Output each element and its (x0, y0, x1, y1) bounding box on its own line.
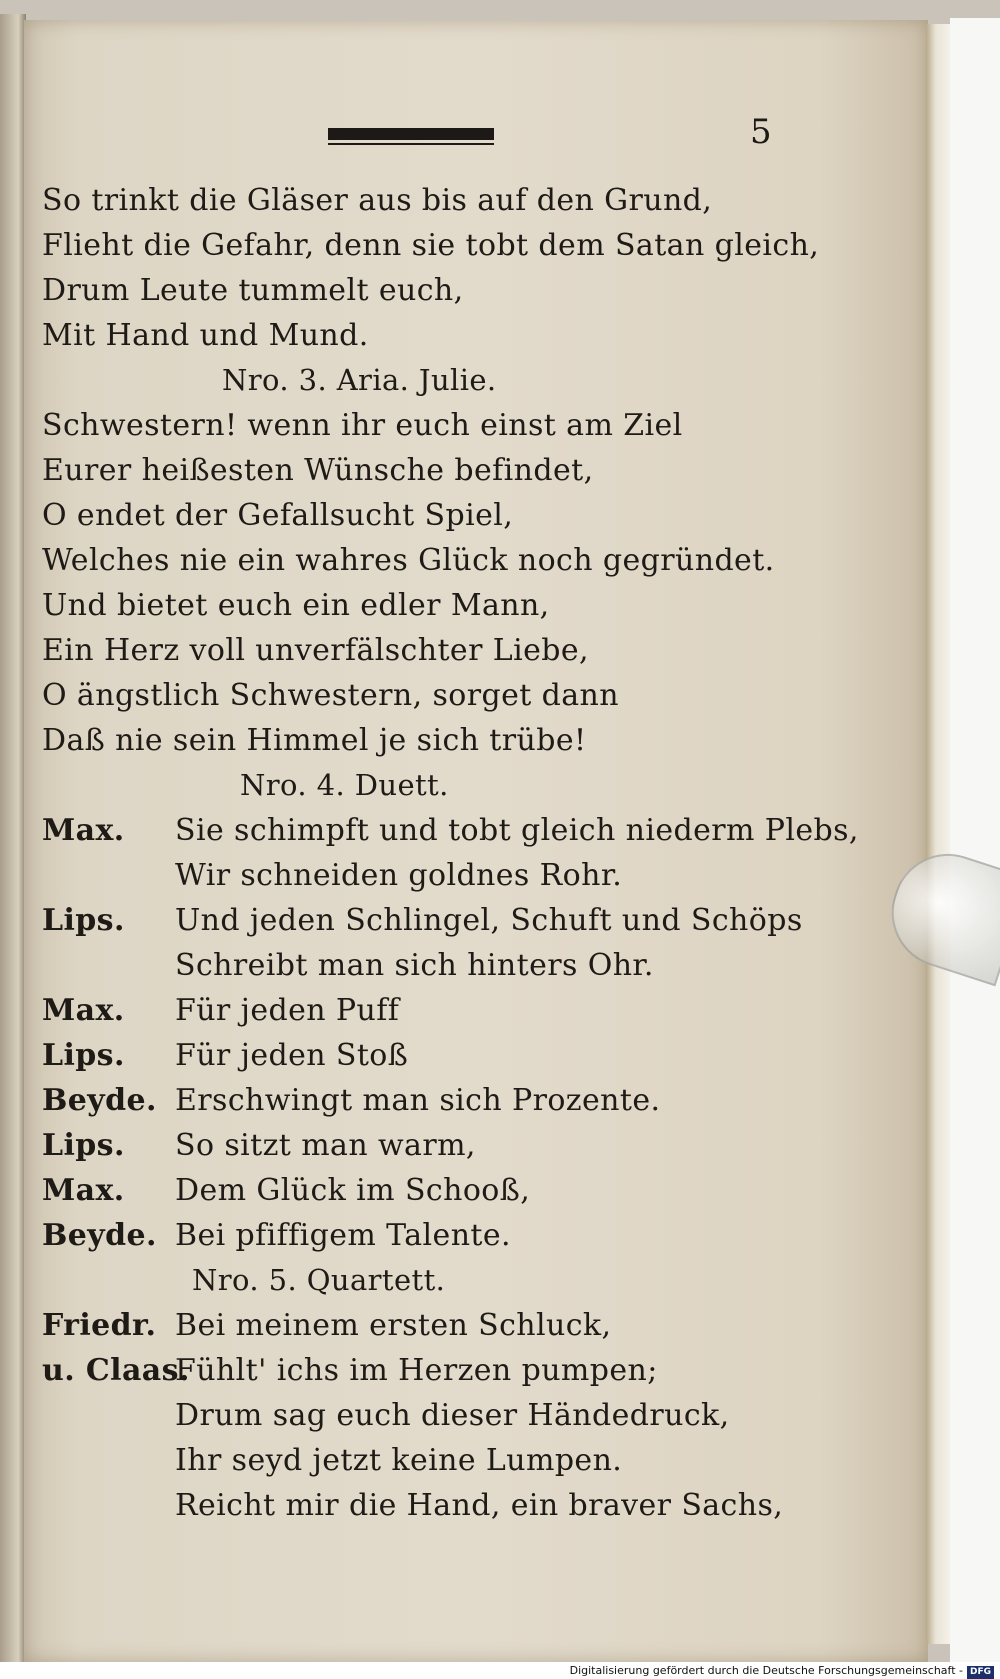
previous-page-edge (0, 14, 26, 1662)
scan-margin (950, 18, 1000, 1662)
dialogue-line (42, 1213, 902, 1258)
dialogue-text: Schreibt man sich hinters Ohr. (175, 948, 654, 983)
dfg-logo: DFG (967, 1666, 994, 1679)
speaker-name: Max. (42, 813, 125, 848)
dialogue-line (42, 1348, 902, 1393)
speaker-name: Friedr. (42, 1308, 157, 1343)
dialogue-text: Bei meinem ersten Schluck, (175, 1308, 612, 1343)
dialogue-text: Sie schimpft und tobt gleich niederm Plebs, (175, 813, 859, 848)
verse-line: Schwestern! wenn ihr euch einst am Ziel (42, 408, 683, 443)
dialogue-line (42, 808, 902, 853)
dialogue-line (42, 1483, 902, 1528)
header-rule (328, 128, 494, 140)
verse-line: Welches nie ein wahres Glück noch gegründet. (42, 543, 775, 578)
verse-line: Und bietet euch ein edler Mann, (42, 588, 550, 623)
quartett-heading: Nro. 5. Quartett. (192, 1263, 446, 1297)
dialogue-line (42, 898, 902, 943)
aria-heading: Nro. 3. Aria. Julie. (222, 363, 497, 397)
dialogue-line (42, 943, 902, 988)
speaker-name: Lips. (42, 903, 125, 938)
dialogue-line (42, 1123, 902, 1168)
dialogue-line (42, 1393, 902, 1438)
speaker-name: Beyde. (42, 1083, 157, 1118)
speaker-name: Lips. (42, 1128, 125, 1163)
dialogue-line (42, 1438, 902, 1483)
verse-line: O endet der Gefallsucht Spiel, (42, 498, 514, 533)
verse-line: O ängstlich Schwestern, sorget dann (42, 678, 619, 713)
verse-line: Ein Herz voll unverfälschter Liebe, (42, 633, 589, 668)
dialogue-line (42, 1303, 902, 1348)
dialogue-line (42, 1168, 902, 1213)
verse-line: So trinkt die Gläser aus bis auf den Grund, (42, 183, 713, 218)
speaker-name: Beyde. (42, 1218, 157, 1253)
dialogue-text: Fühlt' ichs im Herzen pumpen; (175, 1353, 658, 1388)
dialogue-line (42, 1033, 902, 1078)
dialogue-text: Wir schneiden goldnes Rohr. (175, 858, 623, 893)
speaker-name: u. Claas. (42, 1353, 190, 1388)
dialogue-text: Ihr seyd jetzt keine Lumpen. (175, 1443, 623, 1478)
dialogue-text: Und jeden Schlingel, Schuft und Schöps (175, 903, 803, 938)
dialogue-text: Erschwingt man sich Prozente. (175, 1083, 661, 1118)
footer-text: Digitalisierung gefördert durch die Deutsche Forschungsgemeinschaft - (569, 1664, 963, 1677)
dialogue-text: Drum sag euch dieser Händedruck, (175, 1398, 730, 1433)
dialogue-text: Für jeden Puff (175, 993, 400, 1028)
duett-heading: Nro. 4. Duett. (240, 768, 449, 802)
speaker-name: Lips. (42, 1038, 125, 1073)
page-text (42, 178, 902, 1528)
speaker-name: Max. (42, 1173, 125, 1208)
page-number: 5 (750, 112, 772, 152)
dialogue-text: Dem Glück im Schooß, (175, 1173, 531, 1208)
dialogue-text: Reicht mir die Hand, ein braver Sachs, (175, 1488, 784, 1523)
dialogue-text: So sitzt man warm, (175, 1128, 476, 1163)
dialogue-text: Für jeden Stoß (175, 1038, 409, 1073)
dialogue-line (42, 853, 902, 898)
dialogue-text: Bei pfiffigem Talente. (175, 1218, 511, 1253)
dialogue-line (42, 1078, 902, 1123)
verse-line: Flieht die Gefahr, denn sie tobt dem Satan gleich, (42, 228, 820, 263)
speaker-name: Max. (42, 993, 125, 1028)
verse-line: Daß nie sein Himmel je sich trübe! (42, 723, 587, 758)
verse-line: Drum Leute tummelt euch, (42, 273, 464, 308)
dialogue-line (42, 988, 902, 1033)
verse-line: Mit Hand und Mund. (42, 318, 369, 353)
digitization-footer (0, 1662, 1000, 1679)
page-fore-edge (926, 24, 950, 1644)
verse-line: Eurer heißesten Wünsche befindet, (42, 453, 594, 488)
